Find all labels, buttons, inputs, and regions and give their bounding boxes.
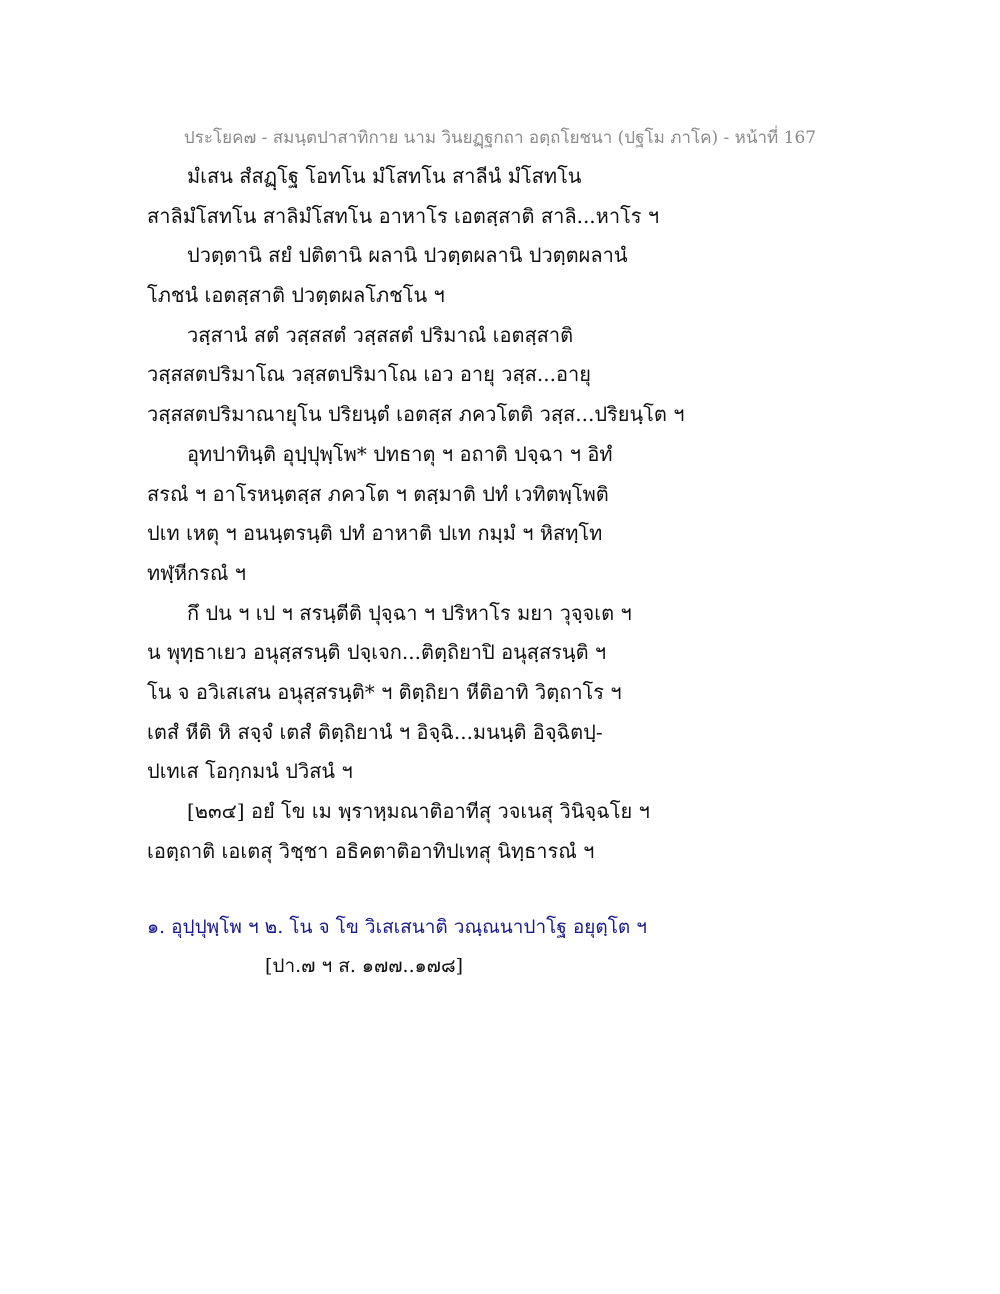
text-line: สาลิมํโสทโน สาลิมํโสทโน อาหาโร เอตสฺสาติ สาลิ...หาโร ฯ — [147, 203, 660, 228]
text-line: น พุทฺธาเยว อนุสฺสรนฺติ ปจฺเจก...ติตฺถิยาปิ อนุสฺสรนฺติ ฯ — [147, 640, 607, 665]
text-line: เอตฺถาติ เอเตสุ วิชฺชา อธิคตาติอาทิปเทสุ นิทฺธารณํ ฯ — [147, 838, 595, 863]
text-line: มํเสน สํสฏฺโฐ โอทโน มํโสทโน สาลีนํ มํโสทโน — [187, 164, 582, 188]
text-line: วสฺสสตปริมาโณ วสฺสตปริมาโณ เอว อายุ วสฺส...อายุ — [147, 362, 591, 387]
text-line: วสฺสานํ สตํ วสฺสสตํ วสฺสสตํ ปริมาณํ เอตสฺสาติ — [187, 322, 574, 347]
main-text — [147, 157, 867, 871]
text-line: [๒๓๔] อยํ โข เม พฺราหฺมณาติอาทีสุ วจเนสุ วินิจฺฉโย ฯ — [187, 799, 650, 823]
text-line: วสฺสสตปริมาณายุโน ปริยนฺตํ เอตสฺส ภควโตติ วสฺส...ปริยนฺโต ฯ — [147, 402, 685, 427]
running-header: ประโยค๗ - สมนฺตปาสาทิกาย นาม วินยฏฺฐกถา อตฺถโยชนา (ปฐโม ภาโค) - หน้าที่ 167 — [183, 128, 817, 148]
text-line: โภชนํ เอตสฺสาติ ปวตฺตผลโภชโน ฯ — [147, 283, 445, 308]
page-reference: [ปา.๗ ฯ ส. ๑๗๗..๑๗๘] — [265, 955, 464, 977]
text-line: ปเท เหตุ ฯ อนนฺตรนฺติ ปทํ อาหาติ ปเท กมฺมํ ฯ หิสทฺโท — [147, 521, 603, 546]
text-line: อุทปาทินฺติ อุปฺปุพฺโพ* ปทธาตุ ฯ อถาติ ปจฺฉา ฯ อิทํ — [187, 441, 613, 466]
text-line: โน จ อวิเสเสน อนุสฺสรนฺติ* ฯ ติตฺถิยา หีติอาทิ วิตฺถาโร ฯ — [147, 679, 622, 704]
text-line: ทฬฺหีกรณํ ฯ — [147, 560, 247, 585]
text-line: สรณํ ฯ อาโรหนฺตสฺส ภควโต ฯ ตสฺมาติ ปทํ เวทิตพฺโพติ — [147, 481, 609, 506]
text-line: ปเทเส โอกฺกมนํ ปวิสนํ ฯ — [147, 759, 353, 784]
footnote: ๑. อุปฺปุพฺโพ ฯ ๒. โน จ โข วิเสเสนาติ วณฺณนาปาโฐ อยุตฺโต ฯ — [147, 916, 647, 938]
text-line: เตสํ หีติ หิ สจฺจํ เตสํ ติตฺถิยานํ ฯ อิจฺฉิ...มนนฺติ อิจฺฉิตปฺ- — [147, 719, 603, 744]
text-line: กึ ปน ฯ เป ฯ สรนฺตีติ ปุจฺฉา ฯ ปริหาโร มยา วุจฺจเต ฯ — [187, 600, 632, 625]
text-line: ปวตฺตานิ สยํ ปติตานิ ผลานิ ปวตฺตผลานิ ปวตฺตผลานํ — [187, 243, 628, 268]
